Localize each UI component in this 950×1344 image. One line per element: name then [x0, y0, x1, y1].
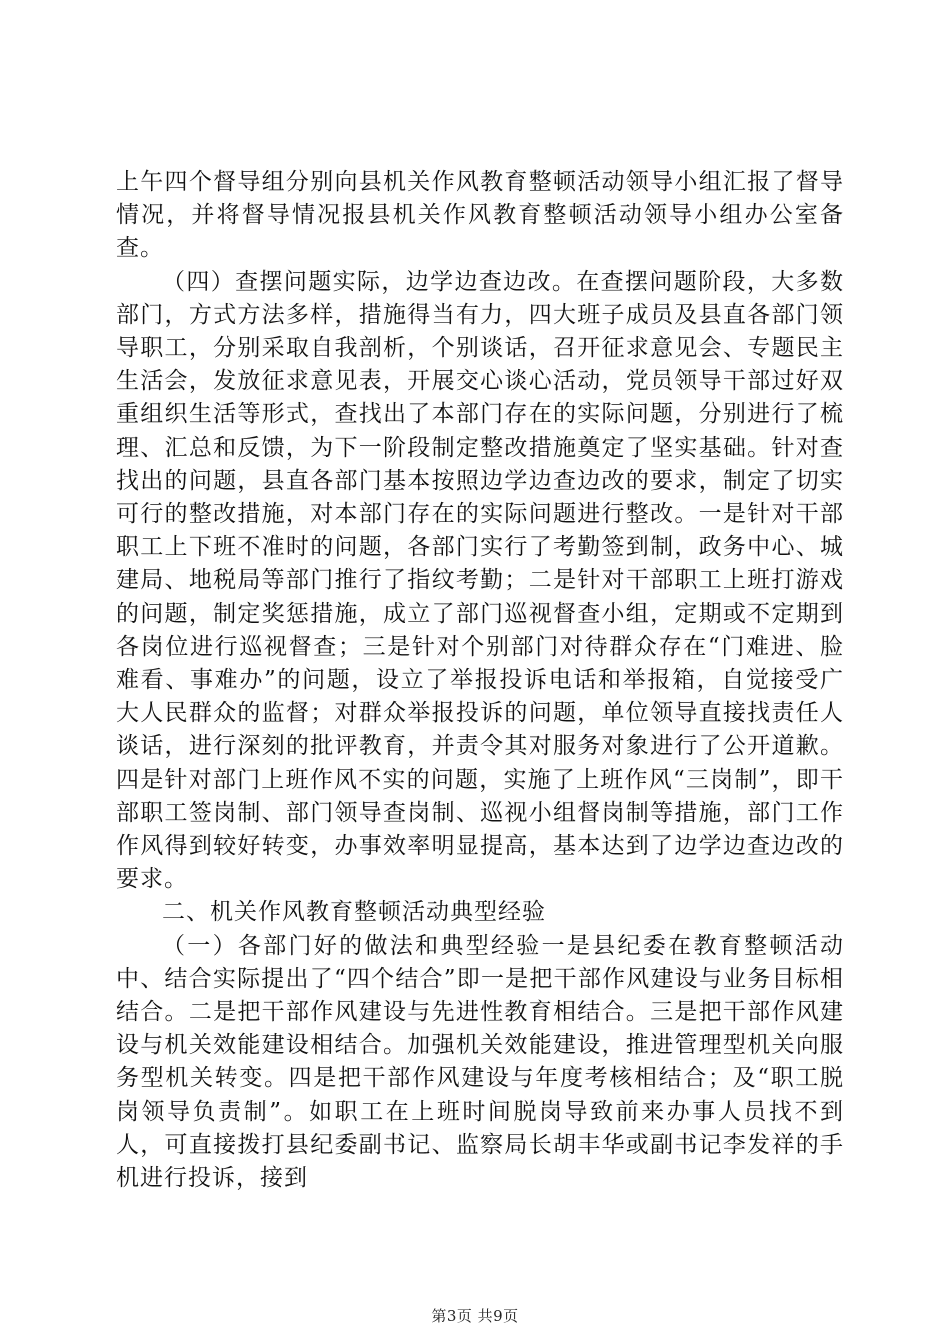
paragraph-section-four: （四）查摆问题实际，边学边查边改。在查摆问题阶段，大多数部门，方式方法多样，措施得当有力，四大班子成员及县直各部门领导职工，分别采取自我剖析，个别谈话，召开征求意见会、专题民主生活会，发放征求意见表，开展交心谈心活动，党员领导干部过好双重组织生活等形式，查找出了本部门存在的实际问题，分别进行了梳理、汇总和反馈，为下一阶段制定整改措施奠定了坚实基础。针对查找出的问题，县直各部门基本按照边学边查边改的要求，制定了切实可行的整改措施，对本部门存在的实际问题进行整改。一是针对干部职工上下班不准时的问题，各部门实行了考勤签到制，政务中心、城建局、地税局等部门推行了指纹考勤；二是针对干部职工上班打游戏的问题，制定奖惩措施，成立了部门巡视督查小组，定期或不定期到各岗位进行巡视督查；三是针对个别部门对待群众存在“门难进、脸难看、事难办”的问题，设立了举报投诉电话和举报箱，自觉接受广大人民群众的监督；对群众举报投诉的问题，单位领导直接找责任人谈话，进行深刻的批评教育，并责令其对服务对象进行了公开道歉。四是针对部门上班作风不实的问题，实施了上班作风“三岗制”，即干部职工签岗制、部门领导查岗制、巡视小组督岗制等措施，部门工作作风得到较好转变，办事效率明显提高，基本达到了边学边查边改的要求。	[116, 268, 844, 893]
paragraph-section-one: （一）各部门好的做法和典型经验一是县纪委在教育整顿活动中、结合实际提出了“四个结合”即一是把干部作风建设与业务目标相结合。二是把干部作风建设与先进性教育相结合。三是把干部作风建设与机关效能建设相结合。加强机关效能建设，推进管理型机关向服务型机关转变。四是把干部作风建设与年度考核相结合；及“职工脱岗领导负责制”。如职工在上班时间脱岗导致前来办事人员找不到人，可直接拨打县纪委副书记、监察局长胡丰华或副书记李发祥的手机进行投诉，接到	[116, 932, 844, 1192]
section-heading-typical-experience: 二、机关作风教育整顿活动典型经验	[162, 899, 546, 926]
document-body	[116, 166, 844, 1195]
paragraph-continuation: 上午四个督导组分别向县机关作风教育整顿活动领导小组汇报了督导情况，并将督导情况报县机关作风教育整顿活动领导小组办公室备查。	[116, 169, 844, 262]
page-footer: 第3页 共9页	[431, 1307, 519, 1325]
